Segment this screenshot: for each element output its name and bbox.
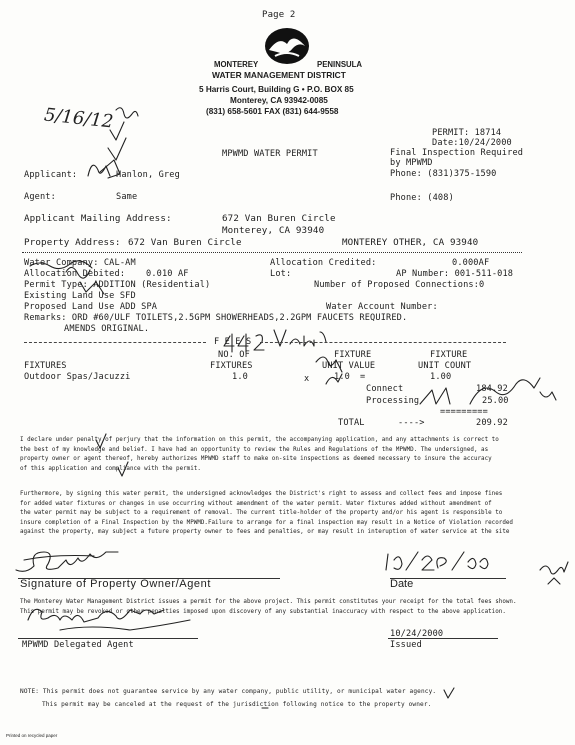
fees-col-unit-count-l2: UNIT COUNT [418,361,472,371]
allocation-debited-value: 0.010 AF [146,269,189,279]
org-name-right: PENINSULA [317,60,363,69]
acknowledgement-line: the water permit may be subject to a requirement of removal. The current title-holder of the property and/or his agent is responsible to [20,510,503,517]
connect-fee-value: 184.92 [476,384,508,394]
water-company: Water Company: CAL-AM [24,258,136,268]
fees-col-unit-value-l2: UNIT VALUE [322,361,376,371]
mailing-address-line1: 672 Van Buren Circle [222,213,336,224]
fee-row-unit-value: 1.0 [334,372,350,382]
mailing-address-label: Applicant Mailing Address: [24,213,172,224]
remarks-continued: AMENDS ORIGINAL. [64,324,150,334]
fees-heading: F E E S [214,337,252,347]
final-inspection-note: Final Inspection Required [390,148,524,158]
fees-col-unit-value-l1: FIXTURE [334,350,372,360]
final-inspection-by: by MPWMD [390,158,433,168]
remarks: Remarks: ORD #60/ULF TOILETS,2.5GPM SHOWERHEADS,2.2GPM FAUCETS REQUIRED. [24,313,408,323]
permit-date: Date:10/24/2000 [432,138,512,148]
acknowledgement-line: against the property, may subject a future property owner to fees and penalties, or may result in interuption of water service at the site [20,529,510,536]
permit-number: PERMIT: 18714 [432,128,502,138]
declaration-line: property owner or agent thereof, hereby authorizes MPWMD staff to make on-site inspections as deemed necessary to insure the accuracy [20,456,492,463]
page-number: Page 2 [262,10,296,20]
total-value: 209.92 [476,418,508,428]
delegated-agent-label: MPWMD Delegated Agent [22,640,134,650]
lot-label: Lot: [270,269,292,279]
applicant-phone: Phone: (831)375-1590 [390,169,497,179]
ap-number: AP Number: 001-511-018 [396,269,514,279]
fees-col-fixtures: FIXTURES [24,361,67,371]
issued-date: 10/24/2000 [390,629,444,639]
owner-date-label: Date [390,578,414,590]
fee-row-unit-count: 1.00 [430,372,452,382]
fees-col-unit-count-l1: FIXTURE [430,350,468,360]
water-account-number: Water Account Number: [326,302,438,312]
total-label: TOTAL [338,418,365,428]
org-address1: 5 Harris Court, Building G • P.O. BOX 85 [199,85,354,94]
property-address-label: Property Address: [24,237,121,248]
org-address2: Monterey, CA 93942-0085 [230,96,328,105]
connect-fee-label: Connect [366,384,404,394]
issued-label: Issued [390,640,422,650]
permit-title: MPWMD WATER PERMIT [222,149,318,159]
owner-date-value [396,556,459,572]
issued-date-line [388,638,498,639]
processing-fee-label: Processing [366,396,420,406]
existing-land-use: Existing Land Use SFD [24,291,136,301]
handwritten-date: 5/16/12 [43,104,115,133]
acknowledgement-line: Furthermore, by signing this water permit, the undersigned acknowledges the District's right to assess and collect fees and impose fines [20,491,503,497]
fees-col-count-l1: NO. OF [218,350,250,360]
receipt-line: This permit may be revoked or other penalties imposed upon discovery of any substantial inaccuracy with respect to the above application. [20,608,506,615]
proposed-land-use: Proposed Land Use ADD SPA [24,302,158,312]
acknowledgement-line: insure completion of a Final Inspection by the MPWMD.Failure to arrange for a final inspection may result in a Notice of Violation recorded [20,519,513,526]
proposed-connections: Number of Proposed Connections:0 [314,280,485,290]
agent-name: Same [116,192,138,202]
applicant-name: Hanlon, Greg [116,170,180,180]
total-divider: ========= [440,407,488,417]
declaration-line: I declare under penalty of perjury that the information on this permit, the accompanying application, and any attachments is correct to [20,437,499,443]
declaration-paragraph [20,436,499,474]
agent-label: Agent: [24,192,56,202]
allocation-debited-label: Allocation Debited: [24,269,126,279]
acknowledgement-line: for added water fixtures or changes in use occurring without amendment of the water permit. Water fixtures added without amendment of [20,500,492,507]
receipt-paragraph [20,598,517,617]
org-phones: (831) 658-5601 FAX (831) 644-9558 [206,107,339,116]
note-line2: This permit may be canceled at the request of the jurisdiction following notice to the property owner. [42,701,432,708]
org-name-left: MONTEREY [214,60,259,69]
mailing-address-line2: Monterey, CA 93940 [222,225,325,236]
agent-phone: Phone: (408) [390,193,454,203]
property-address: 672 Van Buren Circle [128,237,242,248]
receipt-line: The Monterey Water Management District issues a permit for the above project. This permit constitutes your receipt for the total fees shown. [20,599,517,605]
applicant-label: Applicant: [24,170,78,180]
allocation-credited-value: 0.000AF [452,258,490,268]
declaration-line: the best of my knowledge and belief. I have had an opportunity to review the Rules and Regulations of the MPWMD. The undersigned, as [20,446,489,453]
property-city: MONTEREY OTHER, CA 93940 [342,237,479,248]
fee-row-fixture: Outdoor Spas/Jacuzzi [24,372,131,382]
fees-dash-left [24,342,206,343]
total-arrow: ----> [398,418,425,428]
fee-row-count: 1.0 [232,372,248,382]
allocation-credited-label: Allocation Credited: [270,258,377,268]
acknowledgement-paragraph [20,490,513,538]
declaration-line: of this application and compliance with the permit. [20,465,201,472]
fees-col-count-l2: FIXTURES [210,361,253,371]
divider [22,252,522,253]
fee-row-equals: = [360,372,366,382]
org-name-line2: WATER MANAGEMENT DISTRICT [212,70,346,80]
permit-type: Permit Type: ADDITION (Residential) [24,280,211,290]
processing-fee-value: 25.00 [482,396,509,406]
recycled-paper-footer: Printed on recycled paper [6,733,58,738]
delegated-signature-line [18,638,198,639]
fees-dash-right [260,342,506,343]
note-line1: NOTE: This permit does not guarantee service by any water company, public utility, or municipal water agency. [20,688,437,695]
owner-signature-label: Signature of Property Owner/Agent [20,578,212,590]
fee-row-times: x [304,374,310,384]
